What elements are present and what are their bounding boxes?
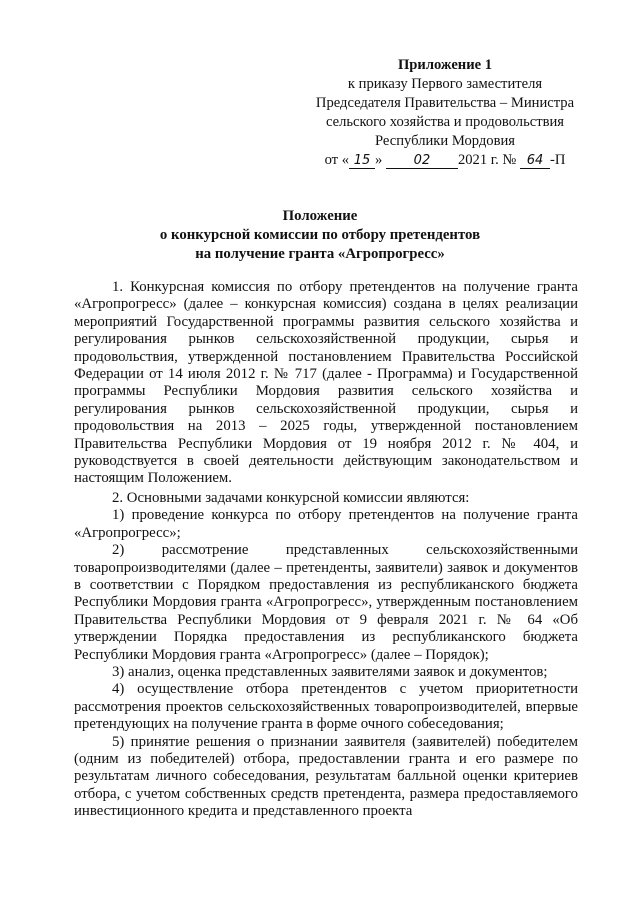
paragraph: 2. Основными задачами конкурсной комиссии являются: xyxy=(112,489,470,506)
paragraph: 2) рассмотрение представленных сельскохозяйственными товаропроизводителями (далее – претенденты, заявители) заявок и документов в соответствии с Порядком предоставления из республиканского бюджета Республики Мордовия гранта «Агропрогресс», утвержденным постановлением Правительства Республики Мордовия от 9 февраля 2021 г. № 64 «Об утверждении Порядка предоставления из республиканского бюджета Республики Мордовия гранта «Агропрогресс» (далее – Порядок); xyxy=(74,542,578,663)
handwritten-day: 15 xyxy=(349,153,375,169)
handwritten-month: 02 xyxy=(386,153,458,169)
appendix-line: Республики Мордовия xyxy=(374,133,515,149)
date-prefix: от « xyxy=(324,152,349,168)
appendix-heading: Приложение 1 xyxy=(397,57,493,73)
appendix-line: Председателя Правительства – Министра xyxy=(315,95,575,111)
order-suffix: -П xyxy=(550,152,566,168)
date-year: 2021 г. № xyxy=(457,152,517,168)
paragraph: 5) принятие решения о признании заявителя (заявителей) победителем (одним из победителей) отбора, предоставлении гранта и его размере по результатам личного собеседования, результатам балльной оценки критериев отбора, с учетом собственных средств претендента, размера предоставляемого инвестиционного кредита и представленного проекта xyxy=(74,733,578,820)
handwritten-order-number: 64 xyxy=(520,153,550,169)
appendix-line: к приказу Первого заместителя xyxy=(347,76,543,92)
title-line: на получение гранта «Агропрогресс» xyxy=(195,246,445,262)
paragraph: 4) осуществление отбора претендентов с учетом приоритетности рассмотрения проектов сельскохозяйственных товаропроизводителей, впервые претендующих на получение гранта в форме очного собеседования; xyxy=(74,681,578,733)
document-body xyxy=(74,279,578,821)
document-title xyxy=(70,207,570,264)
paragraph: 1) проведение конкурса по отбору претендентов на получение гранта «Агропрогресс»; xyxy=(74,507,578,541)
appendix-line: сельского хозяйства и продовольствия xyxy=(325,114,565,130)
paragraph: 1. Конкурсная комиссия по отбору претендентов на получение гранта «Агропрогресс» (далее – конкурсная комиссия) создана в целях реализации мероприятий Государственной программы развития сельского хозяйства и регулирования рынков сельскохозяйственной продукции, сырья и продовольствия, утвержденной постановлением Правительства Российской Федерации от 14 июля 2012 г. № 717 (далее - Программа) и Государственной программы Республики Мордовия развития сельского хозяйства и регулирования рынков сельскохозяйственной продукции, сырья и продовольствия на 2013 – 2025 годы, утвержденной постановлением Правительства Республики Мордовия от 19 ноября 2012 г. № 404, и руководствуется в своей деятельности действующим законодательством и настоящим Положением. xyxy=(74,279,578,487)
title-line: о конкурсной комиссии по отбору претендентов xyxy=(159,227,481,243)
order-date-line xyxy=(300,151,590,170)
paragraph: 3) анализ, оценка представленных заявителями заявок и документов; xyxy=(112,663,548,680)
title-line: Положение xyxy=(282,208,358,224)
date-middle: » xyxy=(375,152,383,168)
appendix-header xyxy=(300,56,590,170)
